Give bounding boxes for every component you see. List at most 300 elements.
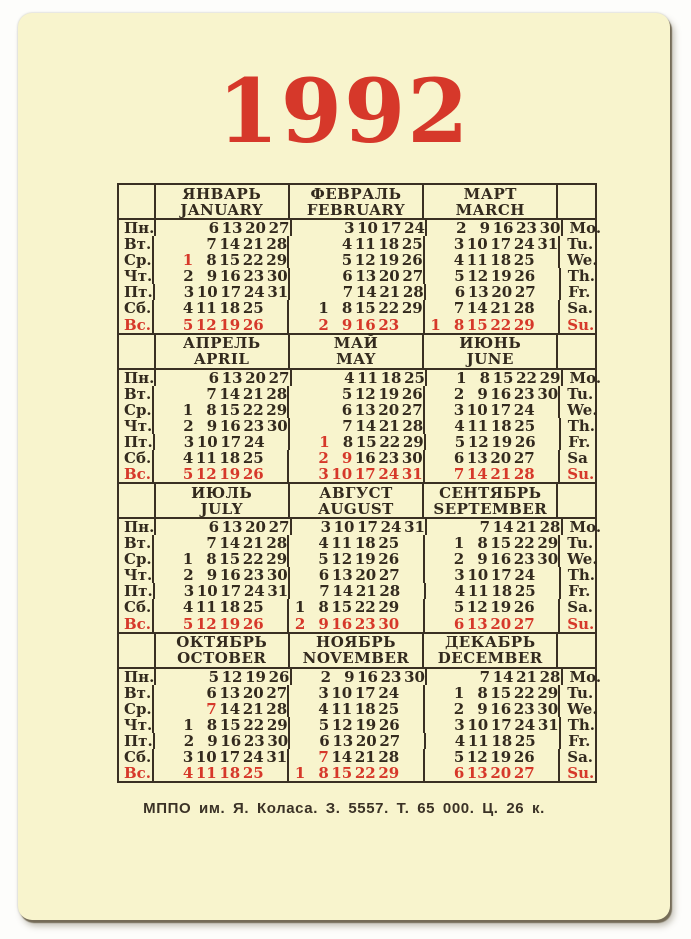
day-number: 21 (242, 699, 264, 718)
day-number: 20 (378, 267, 400, 286)
day-number: 27 (513, 764, 535, 782)
day-number: 11 (357, 368, 378, 387)
month-header-row (119, 185, 595, 220)
month-name-en: DECEMBER (437, 649, 543, 667)
weekday-label-ru: Сб. (119, 599, 154, 615)
weekday-row (119, 418, 595, 434)
month-days-may (289, 402, 425, 418)
day-number: 20 (355, 731, 377, 750)
day-number: 1 (456, 368, 467, 387)
weekday-label-en: Sa (567, 448, 588, 467)
day-number: 6 (208, 219, 219, 238)
day-number: 8 (477, 534, 488, 553)
day-number: 3 (318, 465, 329, 483)
day-number: 12 (466, 598, 488, 617)
month-name-en: APRIL (194, 350, 250, 368)
day-number: 25 (404, 368, 425, 387)
day-number: 14 (492, 518, 514, 537)
day-number: 10 (331, 683, 353, 702)
day-number: 21 (242, 534, 264, 553)
day-number: 17 (490, 400, 512, 419)
day-number: 12 (221, 667, 243, 686)
day-number: 2 (318, 448, 329, 467)
month-days-june (426, 434, 562, 450)
month-days-july (154, 535, 290, 551)
day-number: 31 (267, 283, 289, 302)
day-number: 23 (243, 731, 265, 750)
day-number: 22 (379, 432, 401, 451)
day-number: 5 (341, 384, 353, 403)
weekday-row (119, 236, 595, 252)
day-number: 15 (492, 368, 514, 387)
day-number: 27 (266, 683, 288, 702)
month-name-ru: АПРЕЛЬ (182, 334, 261, 352)
day-number: 24 (513, 235, 535, 254)
weekday-label-en: Tu. (567, 534, 594, 553)
month-days-february (289, 300, 425, 316)
day-number: 17 (220, 283, 242, 302)
imprint-text: МППО им. Я. Коласа. З. 5557. Т. 65 000. Ц. 26 к. (143, 800, 545, 817)
day-number: 15 (219, 550, 241, 569)
day-number: 7 (318, 747, 329, 766)
month-name-ru: ИЮНЬ (459, 334, 522, 352)
day-number: 18 (354, 699, 376, 718)
day-number: 5 (453, 747, 465, 766)
day-number: 14 (219, 235, 241, 254)
day-number: 15 (331, 598, 353, 617)
day-number: 10 (196, 582, 218, 601)
day-number: 30 (266, 416, 288, 435)
day-number: 29 (401, 299, 423, 318)
day-number: 28 (513, 299, 535, 318)
day-number: 30 (539, 219, 561, 238)
day-number: 22 (242, 550, 264, 569)
month-days-march (425, 268, 561, 284)
day-number: 17 (354, 465, 376, 483)
day-number: 15 (355, 432, 377, 451)
weekday-label-en: Tu. (567, 683, 594, 702)
month-days-may (290, 418, 426, 434)
month-name-ru: МАРТ (463, 184, 517, 203)
quarter-row-2 (119, 334, 602, 485)
day-number: 7 (206, 235, 217, 254)
day-number: 18 (490, 416, 512, 435)
day-number: 18 (378, 235, 400, 254)
weekday-row (119, 685, 595, 701)
weekday-label-en: We. (567, 550, 598, 569)
day-number: 7 (342, 283, 354, 302)
day-number: 17 (357, 518, 378, 537)
weekday-label-ru: Пн. (119, 370, 156, 386)
weekday-row (119, 765, 595, 781)
day-number: 29 (402, 432, 424, 451)
day-number: 2 (453, 699, 465, 718)
day-number: 1 (183, 715, 194, 734)
day-number: 2 (183, 566, 194, 585)
day-number: 2 (183, 416, 194, 435)
day-number: 20 (355, 566, 377, 585)
day-number: 4 (453, 251, 465, 270)
day-number: 16 (354, 448, 376, 467)
month-days-october (156, 669, 292, 685)
weekday-row (119, 386, 595, 402)
day-number: 22 (513, 683, 535, 702)
day-number: 11 (467, 416, 489, 435)
weekday-label-en: Mo. (569, 219, 602, 238)
day-number: 20 (245, 518, 266, 537)
day-number: 20 (378, 400, 400, 419)
month-days-january (154, 268, 290, 284)
day-number: 3 (344, 219, 355, 238)
day-number: 3 (183, 283, 195, 302)
month-days-february (289, 252, 425, 268)
day-number: 30 (537, 550, 559, 569)
weekday-label-ru: Вт. (119, 535, 154, 551)
day-number: 7 (479, 518, 490, 537)
day-number: 8 (479, 368, 490, 387)
day-number: 29 (513, 315, 535, 334)
day-number: 27 (378, 566, 400, 585)
day-number: 1 (294, 598, 306, 617)
day-number: 4 (454, 582, 466, 601)
day-number: 2 (183, 731, 195, 750)
day-number: 30 (404, 667, 425, 686)
month-days-september (425, 615, 561, 631)
day-number: 5 (341, 251, 353, 270)
header-spacer-right (558, 484, 595, 517)
day-number: 30 (267, 731, 289, 750)
day-number: 26 (242, 315, 264, 334)
month-days-september (427, 519, 563, 535)
header-spacer-right (558, 335, 595, 368)
month-days-april (154, 466, 290, 482)
weekday-label-ru: Чт. (119, 717, 154, 733)
day-number: 8 (318, 598, 329, 617)
month-days-january (154, 316, 290, 332)
month-days-november (289, 749, 425, 765)
day-number: 6 (318, 566, 330, 585)
weekday-label-ru: Пн. (119, 519, 156, 535)
day-number: 11 (467, 582, 489, 601)
day-number: 16 (219, 267, 241, 286)
day-number: 5 (318, 715, 330, 734)
day-number: 2 (320, 667, 331, 686)
day-number: 25 (513, 251, 535, 270)
day-number: 13 (221, 368, 243, 387)
day-number: 26 (513, 747, 535, 766)
day-number: 13 (467, 283, 489, 302)
month-name-en: SEPTEMBER (433, 499, 548, 518)
day-number: 9 (344, 667, 355, 686)
day-number: 9 (318, 614, 329, 633)
month-days-july (156, 519, 292, 535)
month-header-june (424, 335, 558, 368)
day-number: 23 (243, 416, 265, 435)
day-number: 24 (513, 400, 535, 419)
day-number: 8 (318, 764, 329, 782)
day-number: 2 (183, 267, 194, 286)
weekday-label-ru: Вт. (119, 685, 154, 701)
day-number: 22 (354, 598, 376, 617)
day-number: 26 (514, 267, 536, 286)
month-header-february (290, 185, 424, 218)
day-number: 26 (513, 598, 535, 617)
day-number: 6 (208, 368, 219, 387)
day-number: 24 (378, 683, 400, 702)
day-number: 31 (537, 235, 559, 254)
day-number: 28 (266, 235, 288, 254)
month-name-ru: АВГУСТ (319, 483, 393, 502)
day-number: 4 (182, 299, 194, 318)
day-number: 12 (331, 715, 353, 734)
weekday-label-en: Fr. (568, 731, 591, 750)
day-number: 4 (454, 731, 466, 750)
month-days-february (289, 316, 425, 332)
weekday-label-ru: Ср. (119, 252, 154, 268)
day-number: 10 (196, 283, 218, 302)
day-number: 22 (490, 315, 512, 334)
day-number: 14 (331, 747, 353, 766)
day-number: 25 (242, 764, 264, 782)
month-days-march (425, 316, 561, 332)
day-number: 1 (453, 534, 465, 553)
month-days-july (154, 615, 290, 631)
day-number: 2 (318, 315, 329, 334)
day-number: 5 (182, 614, 194, 633)
day-number: 1 (318, 299, 329, 318)
month-header-november (290, 634, 424, 667)
day-number: 2 (453, 384, 465, 403)
header-spacer-left (119, 335, 156, 368)
day-number: 10 (331, 465, 353, 483)
day-number: 28 (379, 582, 401, 601)
month-days-may (289, 386, 425, 402)
month-header-august (290, 484, 424, 517)
day-number: 30 (266, 566, 288, 585)
month-days-july (154, 551, 290, 567)
day-number: 11 (195, 764, 217, 782)
day-number: 25 (514, 416, 536, 435)
month-name-ru: СЕНТЯБРЬ (439, 483, 542, 502)
day-number: 8 (206, 715, 218, 734)
day-number: 11 (195, 448, 217, 467)
day-number: 22 (354, 764, 376, 782)
day-number: 17 (354, 683, 376, 702)
month-days-april (154, 402, 290, 418)
day-number: 19 (490, 747, 512, 766)
day-number: 9 (477, 699, 488, 718)
month-days-august (289, 599, 425, 615)
day-number: 23 (516, 219, 537, 238)
header-spacer-left (119, 484, 156, 517)
day-number: 21 (242, 384, 264, 403)
day-number: 13 (331, 566, 353, 585)
weekday-row (119, 268, 595, 284)
day-number: 27 (268, 368, 290, 387)
month-days-may (290, 434, 426, 450)
weekday-row (119, 466, 595, 482)
month-days-february (290, 284, 426, 300)
day-number: 7 (319, 582, 330, 601)
day-number: 14 (332, 582, 354, 601)
day-number: 5 (453, 598, 465, 617)
day-number: 17 (220, 432, 242, 451)
weekday-label-en: We. (567, 400, 598, 419)
month-days-june (425, 466, 561, 482)
weekday-row (119, 749, 595, 765)
month-days-august (292, 519, 428, 535)
month-days-october (154, 765, 290, 781)
day-number: 4 (182, 598, 194, 617)
day-number: 27 (268, 219, 290, 238)
month-name-en: JULY (200, 499, 243, 518)
day-number: 11 (195, 299, 217, 318)
weekday-label-en: Th. (567, 416, 596, 435)
day-number: 19 (219, 465, 241, 483)
day-number: 28 (378, 747, 400, 766)
day-number: 12 (354, 251, 376, 270)
day-number: 19 (219, 315, 241, 334)
day-number: 23 (380, 667, 402, 686)
day-number: 14 (219, 384, 241, 403)
day-number: 4 (182, 764, 194, 782)
day-number: 24 (404, 219, 425, 238)
day-number: 20 (490, 614, 512, 633)
day-number: 15 (219, 715, 241, 734)
day-number: 15 (490, 683, 512, 702)
month-days-september (426, 583, 562, 599)
day-number: 19 (490, 598, 512, 617)
day-number: 6 (453, 764, 465, 782)
month-days-june (425, 402, 561, 418)
day-number: 18 (354, 534, 376, 553)
weekday-label-ru: Пт. (119, 733, 155, 749)
day-number: 14 (219, 699, 241, 718)
day-number: 8 (453, 315, 465, 334)
day-number: 18 (219, 299, 241, 318)
weekday-row (119, 300, 595, 316)
day-number: 22 (242, 251, 264, 270)
day-number: 24 (242, 747, 264, 766)
day-number: 28 (266, 699, 288, 718)
day-number: 28 (513, 465, 535, 483)
day-number: 28 (402, 416, 424, 435)
quarter-row-3 (119, 483, 602, 634)
month-days-october (154, 685, 290, 701)
day-number: 23 (513, 699, 535, 718)
weekday-row (119, 450, 595, 466)
month-header-row (119, 634, 595, 669)
quarter-row-4 (119, 633, 602, 782)
day-number: 16 (492, 219, 514, 238)
weekday-row (119, 535, 595, 551)
day-number: 3 (453, 235, 465, 254)
month-days-april (154, 386, 290, 402)
day-number: 15 (331, 764, 353, 782)
month-days-november (292, 669, 428, 685)
day-number: 26 (378, 715, 400, 734)
month-days-december (427, 669, 563, 685)
day-number: 17 (490, 715, 512, 734)
weekday-label-en: We. (567, 251, 598, 270)
day-number: 24 (243, 283, 265, 302)
day-number: 8 (206, 251, 217, 270)
weekday-label-en: Su. (567, 315, 595, 334)
day-number: 26 (514, 432, 536, 451)
day-number: 6 (453, 448, 465, 467)
month-name-ru: МАЙ (333, 334, 379, 352)
day-number: 9 (477, 550, 488, 569)
month-days-june (425, 450, 561, 466)
day-number: 15 (219, 251, 241, 270)
day-number: 12 (354, 384, 376, 403)
weekday-row (119, 316, 595, 332)
month-days-january (154, 236, 290, 252)
day-number: 16 (357, 667, 378, 686)
month-name-en: OCTOBER (177, 649, 267, 667)
header-spacer-left (119, 185, 156, 218)
month-header-row (119, 484, 595, 519)
month-name-en: JANUARY (180, 200, 264, 219)
weekday-label-ru: Ср. (119, 701, 154, 717)
day-number: 17 (220, 582, 242, 601)
day-number: 11 (195, 598, 217, 617)
day-number: 9 (206, 267, 218, 286)
day-number: 10 (467, 566, 489, 585)
month-days-january (156, 220, 292, 236)
day-number: 12 (331, 550, 353, 569)
weekday-label-en: Mo. (569, 368, 602, 387)
month-header-september (424, 484, 558, 517)
month-days-may (289, 450, 425, 466)
day-number: 8 (206, 400, 217, 419)
day-number: 9 (207, 731, 218, 750)
month-days-may (289, 466, 425, 482)
month-days-august (290, 567, 426, 583)
day-number: 14 (355, 283, 377, 302)
day-number: 31 (537, 715, 559, 734)
day-number: 11 (331, 699, 353, 718)
day-number: 10 (466, 235, 488, 254)
day-number: 30 (537, 384, 559, 403)
day-number: 29 (266, 550, 288, 569)
day-number: 17 (219, 747, 241, 766)
day-number: 23 (513, 384, 535, 403)
weekday-row (119, 518, 602, 537)
weekday-label-ru: Ср. (119, 402, 154, 418)
day-number: 3 (183, 582, 195, 601)
day-number: 18 (219, 598, 241, 617)
day-number: 9 (477, 384, 488, 403)
day-number: 29 (378, 764, 400, 782)
day-number: 25 (242, 448, 264, 467)
month-name-en: FEBRUARY (306, 200, 406, 219)
weekday-label-ru: Сб. (119, 300, 154, 316)
weekday-label-ru: Вс. (119, 316, 154, 332)
day-number: 26 (378, 550, 400, 569)
month-days-april (154, 418, 290, 434)
weekday-row (119, 599, 595, 615)
day-number: 25 (401, 235, 423, 254)
month-days-april (156, 370, 292, 386)
day-number: 25 (378, 534, 400, 553)
month-days-december (425, 701, 561, 717)
day-number: 6 (206, 683, 217, 702)
day-number: 16 (490, 384, 512, 403)
day-number: 5 (182, 465, 194, 483)
month-header-april (156, 335, 290, 368)
day-number: 27 (513, 614, 535, 633)
